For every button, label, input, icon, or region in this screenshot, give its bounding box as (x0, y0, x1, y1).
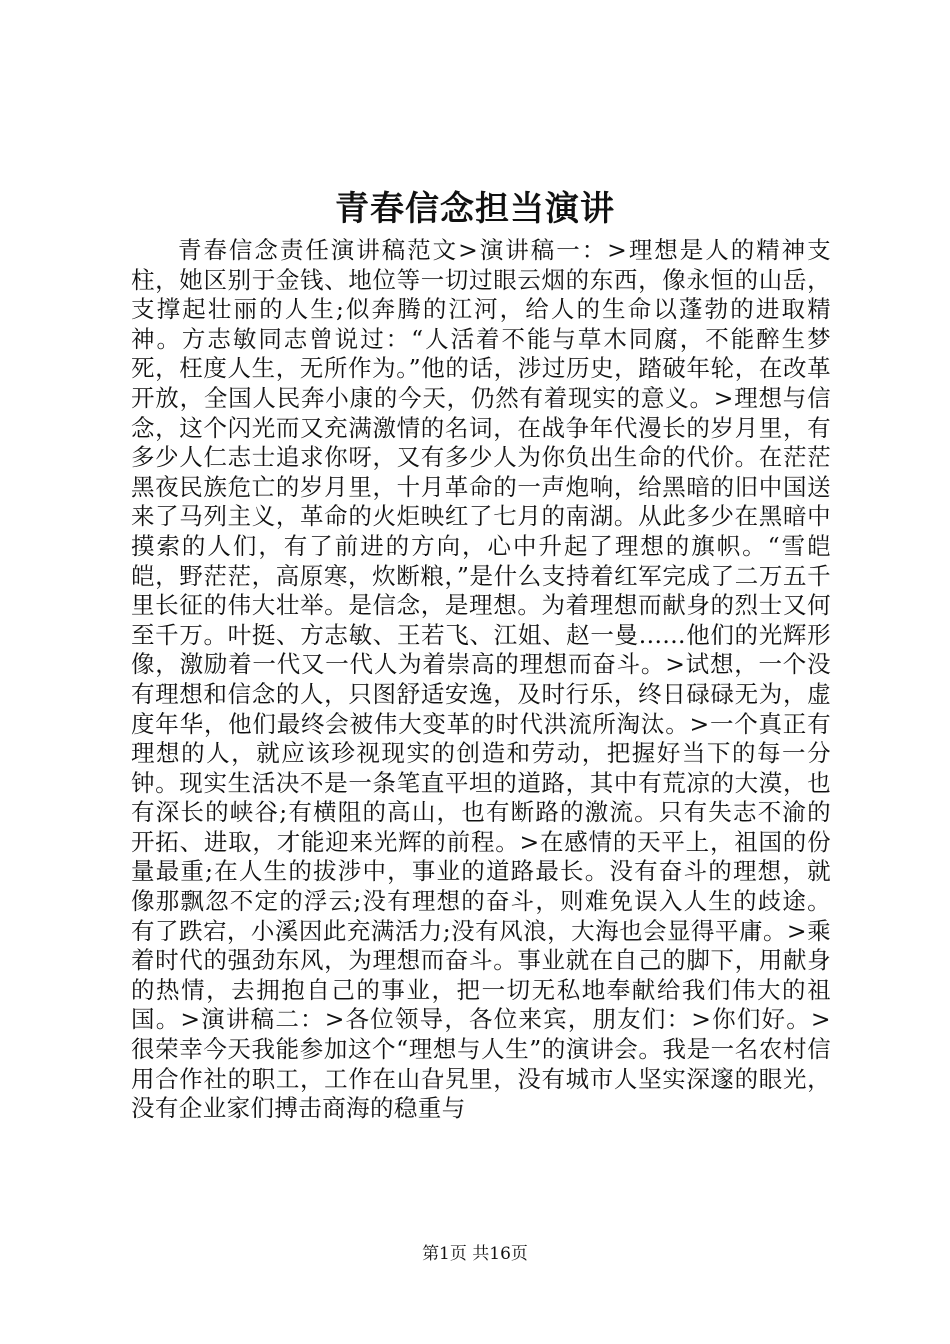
page-footer: 第1页 共16页 (422, 1244, 528, 1264)
document-body: 青春信念责任演讲稿范文>演讲稿一：>理想是人的精神支柱，她区别于金钱、地位等一切过眼云烟的东西，像永恒的山岳，支撑起壮丽的人生;似奔腾的江河，给人的生命以蓬勃的进取精神。方志敏同志曾说过：“人活着不能与草木同腐，不能醉生梦死，枉度人生，无所作为。”他的话，涉过历史，踏破年轮，在改革开放，全国人民奔小康的今天，仍然有着现实的意义。>理想与信念，这个闪光而又充满激情的名词，在战争年代漫长的岁月里，有多少人仁志士追求你呀，又有多少人为你负出生命的代价。在茫茫黑夜民族危亡的岁月里，十月革命的一声炮响，给黑暗的旧中国送来了马列主义，革命的火炬映红了七月的南湖。从此多少在黑暗中摸索的人们，有了前进的方向，心中升起了理想的旗帜。“雪皑皑，野茫茫，高原寒，炊断粮，”是什么支持着红军完成了二万五千里长征的伟大壮举。是信念，是理想。为着理想而献身的烈士又何至千万。叶挺、方志敏、王若飞、江姐、赵一曼......他们的光辉形像，激励着一代又一代人为着崇高的理想而奋斗。>试想，一个没有理想和信念的人，只图舒适安逸，及时行乐，终日碌碌无为，虚度年华，他们最终会被伟大变革的时代洪流所淘汰。>一个真正有理想的人，就应该珍视现实的创造和劳动，把握好当下的每一分钟。现实生活决不是一条笔直平坦的道路，其中有荒凉的大漠，也有深长的峡谷;有横阻的高山，也有断路的激流。只有失志不渝的开拓、进取，才能迎来光辉的前程。>在感情的天平上，祖国的份量最重;在人生的拔涉中，事业的道路最长。没有奋斗的理想，就像那飘忽不定的浮云;没有理想的奋斗，则难免误入人生的歧途。有了跌宕，小溪因此充满活力;没有风浪，大海也会显得平庸。>乘着时代的强劲东风，为理想而奋斗。事业就在自己的脚下，用献身的热情，去拥抱自己的事业，把一切无私地奉献给我们伟大的祖国。>演讲稿二：>各位领导，各位来宾，朋友们：>你们好。>很荣幸今天我能参加这个“理想与人生”的演讲会。我是一名农村信用合作社的职工，工作在山旮旯里，没有城市人坚实深邃的眼光，没有企业家们搏击商海的稳重与 (131, 236, 831, 1123)
document-title: 青春信念担当演讲 (335, 189, 615, 229)
